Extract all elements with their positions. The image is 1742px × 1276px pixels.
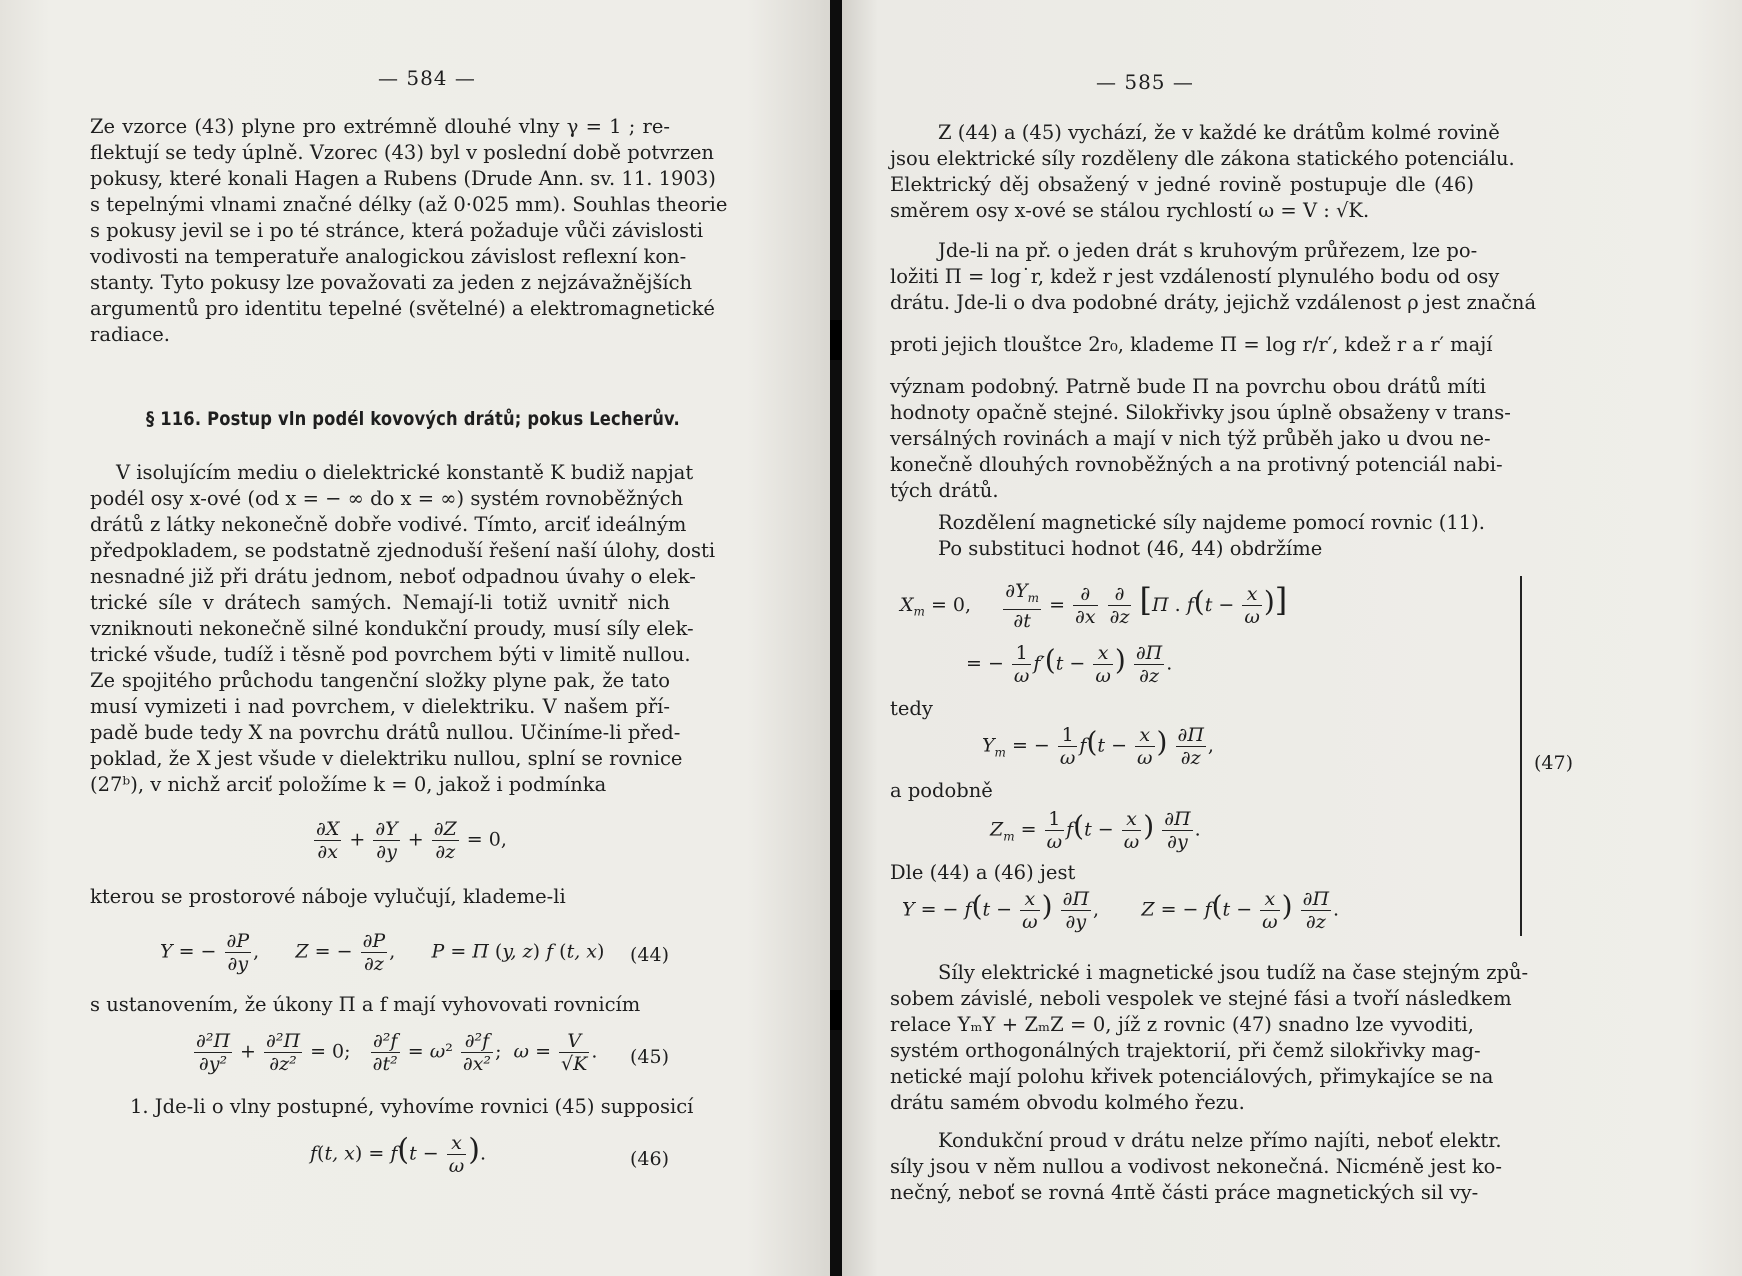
text-line: předpokladem, se podstatně zjednoduší řešení naší úlohy, dosti <box>90 539 716 562</box>
text-line: Ze spojitého průchodu tangenční složky plyne pak, že tato <box>90 669 670 692</box>
text-line: směrem osy x-ové se stálou rychlostí ω = V : √K. <box>890 199 1370 222</box>
text-line: relace YₘY + ZₘZ = 0, jíž z rovnic (47) snadno lze vyvoditi, <box>890 1013 1474 1036</box>
text-line: tých drátů. <box>890 479 999 502</box>
text-line: V isolujícím mediu o dielektrické konstantě K budiž napjat <box>116 461 694 484</box>
section-heading: § 116. Postup vln podél kovových drátů; pokus Lecherův. <box>146 408 680 430</box>
equation-xm: $X_m = 0$, $\frac{\partial Y_m}{\partial t}$ = $\frac{\partial}{\partial x}$ $\frac{\partial}{\partial z}$ [Π . f(t − $\frac{x}{\omega}$ )] <box>900 580 1288 632</box>
equation-xm-continued: = − $\frac{1}{\omega}$ f′(t − $\frac{x}{\omega}$ ) $\frac{\partial\Pi}{\partial z}$ . <box>966 642 1173 687</box>
binding-thread <box>830 990 842 1030</box>
left-page <box>0 0 830 1276</box>
equation-45: $\frac{\text{∂²Π}}{\text{∂y²}}$ + $\frac{\text{∂²Π}}{\text{∂z²}}$ = 0; $\frac{\text{∂²f}}{\text{∂t²}}$ = ω² $\frac{\text{∂²f}}{\text{∂x²}}$ ; ω = $\frac{V}{√K}$ . <box>196 1030 598 1075</box>
text-line: s tepelnými vlnami značné délky (až 0·025 mm). Souhlas theorie <box>90 193 728 216</box>
equation-ym: $Y_m$ = − $\frac{1}{\omega}$ f(t − $\frac{x}{\omega}$ ) $\frac{\partial\Pi}{\partial z}$ , <box>982 724 1214 769</box>
text-line: drátu samém obvodu kolmého řezu. <box>890 1091 1245 1114</box>
book-gutter <box>830 0 842 1276</box>
text-line: Jde-li na př. o jeden drát s kruhovým průřezem, lze po- <box>938 239 1478 262</box>
text-line: trické síle v drátech samých. Nemají-li totiž uvnitř nich <box>90 591 670 614</box>
text-line: versálných rovinách a mají v nich týž průběh jako u dvou ne- <box>890 427 1491 450</box>
text-line: pokusy, které konali Hagen a Rubens (Drude Ann. sv. 11. 1903) <box>90 167 716 190</box>
right-page <box>842 0 1742 1276</box>
text-line: argumentů pro identitu tepelné (světelné) a elektromagnetické <box>90 297 715 320</box>
text-line: konečně dlouhých rovnoběžných a na protivný potenciál nabi- <box>890 453 1503 476</box>
text-line: musí vymizeti i nad povrchem, v dielektriku. V našem pří- <box>90 695 670 718</box>
equation-46: f(t, x) = f(t − $\frac{x}{\omega}$ ). <box>310 1132 486 1177</box>
text-line: Kondukční proud v drátu nelze přímo najíti, neboť elektr. <box>938 1129 1502 1152</box>
text-line: (27ᵇ), v nichž arciť položíme k = 0, jakož i podmínka <box>90 773 607 796</box>
page-number: — 584 — <box>378 66 476 90</box>
text-line: Z (44) a (45) vychází, že v každé ke drátům kolmé rovině <box>938 121 1500 144</box>
text-line: hodnoty opačně stejné. Silokřivky jsou úplně obsaženy v trans- <box>890 401 1511 424</box>
text-line: flektují se tedy úplně. Vzorec (43) byl v poslední době potvrzen <box>90 141 714 164</box>
text-line: trické všude, tudíž i těsně pod povrchem býti v limitě nullou. <box>90 643 691 666</box>
text-line: ložiti Π = log˙r, kdež r jest vzdáleností plynulého bodu od osy <box>890 265 1500 288</box>
text-line: vzniknouti nekonečně silné kondukční proudy, musí síly elek- <box>90 617 694 640</box>
text-line: jsou elektrické síly rozděleny dle zákona statického potenciálu. <box>890 147 1515 170</box>
text-line: tedy <box>890 697 933 720</box>
equation-number-44: (44) <box>630 944 670 966</box>
text-line: vodivosti na temperatuře analogickou závislost reflexní kon- <box>90 245 687 268</box>
text-line: Ze vzorce (43) plyne pro extrémně dlouhé vlny γ = 1 ; re- <box>90 115 670 138</box>
text-line: Dle (44) a (46) jest <box>890 861 1076 884</box>
equation-number-46: (46) <box>630 1148 670 1170</box>
text-line: s ustanovením, že úkony Π a f mají vyhovovati rovnicím <box>90 993 641 1016</box>
text-line: poklad, že X jest všude v dielektriku nullou, splní se rovnice <box>90 747 683 770</box>
equation-number-47: (47) <box>1534 752 1574 774</box>
text-line: nesnadné již při drátu jednom, neboť odpadnou úvahy o elek- <box>90 565 696 588</box>
equation-number-45: (45) <box>630 1046 670 1068</box>
text-line: sobem závislé, neboli vespolek ve stejné fási a tvoří následkem <box>890 987 1512 1010</box>
text-line: stanty. Tyto pokusy lze považovati za jeden z nejzávažnějších <box>90 271 693 294</box>
text-line: Po substituci hodnot (46, 44) obdržíme <box>938 537 1323 560</box>
text-line: 1. Jde-li o vlny postupné, vyhovíme rovnici (45) supposicí <box>130 1095 694 1118</box>
text-line: nečný, neboť se rovná 4πtě části práce magnetických sil vy- <box>890 1181 1479 1204</box>
text-line: síly jsou v něm nullou a vodivost nekonečná. Nicméně jest ko- <box>890 1155 1503 1178</box>
equation-divergence: $\frac{\partial X}{\partial x}$ + $\frac{\partial Y}{\partial y}$ + $\frac{\partial Z}{\partial z}$ = 0, <box>316 818 507 863</box>
text-line: s pokusy jevil se i po té stránce, která požaduje vůči závislosti <box>90 219 704 242</box>
text-line: význam podobný. Patrně bude Π na povrchu obou drátů míti <box>890 375 1487 398</box>
text-line: radiace. <box>90 323 170 346</box>
page-number: — 585 — <box>1096 70 1194 94</box>
text-line: a podobně <box>890 779 993 802</box>
equation-zm: $Z_m$ = $\frac{1}{\omega}$ f(t − $\frac{x}{\omega}$ ) $\frac{\partial\Pi}{\partial y}$ . <box>990 808 1201 853</box>
equation-group-brace <box>1520 576 1522 936</box>
text-line: kterou se prostorové náboje vylučují, klademe-li <box>90 885 566 908</box>
text-line: podél osy x-ové (od x = − ∞ do x = ∞) systém rovnoběžných <box>90 487 684 510</box>
text-line: Elektrický děj obsažený v jedné rovině postupuje dle (46) <box>890 173 1474 196</box>
equation-44: Y = − $\frac{\partial P}{\partial y}$ , Z = − $\frac{\partial P}{\partial z}$ , P = Π (y, z) f (t, x) <box>160 930 605 975</box>
text-line: Síly elektrické i magnetické jsou tudíž na čase stejným způ- <box>938 961 1529 984</box>
binding-thread <box>830 320 842 360</box>
text-line: systém orthogonálných trajektorií, při čemž silokřivky mag- <box>890 1039 1481 1062</box>
equation-y-z: Y = − f(t − $\frac{x}{\omega}$ ) $\frac{\partial\Pi}{\partial y}$ , Z = − f(t − $\frac{x}{\omega}$ ) $\frac{\partial\Pi}{\partial z}$ . <box>902 888 1340 933</box>
text-line: padě bude tedy X na povrchu drátů nullou. Učiníme-li před- <box>90 721 681 744</box>
text-line: Rozdělení magnetické síly najdeme pomocí rovnic (11). <box>938 511 1485 534</box>
text-line: drátu. Jde-li o dva podobné dráty, jejichž vzdálenost ρ jest značná <box>890 291 1537 314</box>
text-line: proti jejich tlouštce 2r₀, klademe Π = log r/r′, kdež r a r′ mají <box>890 333 1493 356</box>
text-line: netické mají polohu křivek potenciálových, přimykajíce se na <box>890 1065 1494 1088</box>
text-line: drátů z látky nekonečně dobře vodivé. Tímto, arciť ideálným <box>90 513 687 536</box>
